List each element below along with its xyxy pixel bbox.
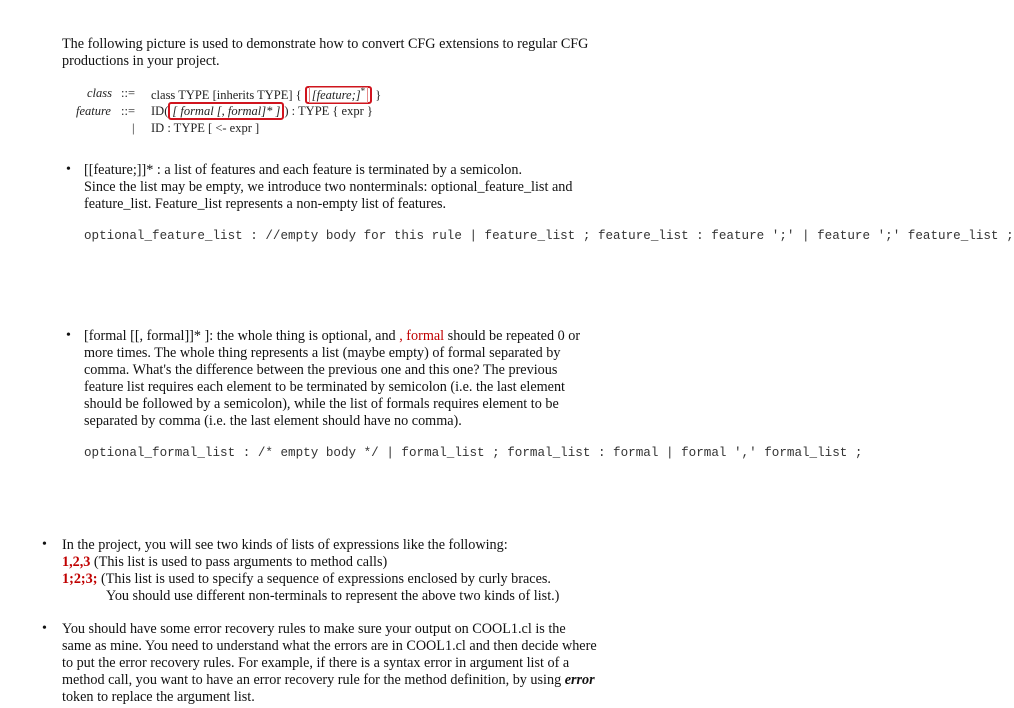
bullet-3-line-3 (62, 571, 551, 588)
class-feature-sup: * (360, 86, 366, 96)
bullet-4-line-2: same as mine. You need to understand what the errors are in COOL1.cl and then decide where (62, 638, 597, 654)
bullet-2-text-a: [formal [[, formal]]* ]: the whole thing is optional, and (84, 328, 400, 344)
bullet-2-line-5: should be followed by a semicolon), while the list of formals requires element to be (84, 396, 559, 412)
bullet-4-dot: • (42, 621, 47, 636)
bullet-2-text-b: should be repeated 0 or (444, 328, 581, 344)
bullet-2-line-1 (84, 328, 580, 345)
bullet-2-line-6: separated by comma (i.e. the last element should have no comma). (84, 413, 462, 429)
bullet-3-text-1: (This list is used to pass arguments to method calls) (90, 554, 388, 570)
feature-id: ID( (151, 104, 169, 118)
feature-rule (151, 104, 373, 119)
feature-sep: ::= (121, 104, 135, 118)
bullet-4-text: method call, you want to have an error recovery rule for the method definition, by using (62, 672, 565, 688)
bullet-2-line-2: more times. The whole thing represents a list (maybe empty) of formal separated by (84, 345, 561, 361)
bullet-2-red: , formal (399, 328, 445, 344)
bullet-4-line-3: to put the error recovery rules. For example, if there is a syntax error in argument list of a (62, 655, 570, 671)
bullet-2-line-4: feature list requires each element to be terminated by semicolon (i.e. the last element (84, 379, 566, 395)
class-feature-text: [feature;] (311, 88, 361, 103)
class-sep: ::= (121, 86, 135, 100)
bullet-1-dot: • (66, 162, 71, 177)
alt-bar: | (132, 121, 135, 135)
bullet-2-dot: • (66, 328, 71, 343)
code-2-line: formal_list : formal (507, 446, 659, 460)
code-1-line: | feature ';' feature_list (802, 229, 999, 243)
bullet-3-red-1: 1,2,3 (62, 554, 91, 570)
code-2-line: | formal ',' formal_list (665, 446, 848, 460)
code-2-line: ; (492, 446, 500, 460)
class-lhs: class (87, 86, 112, 100)
class-rule-prefix: class TYPE [inherits TYPE] { (151, 88, 302, 103)
intro-line-2: productions in your project. (62, 53, 220, 69)
bullet-4-error-keyword: error (564, 672, 595, 688)
code-1-line: ; (582, 229, 591, 243)
bullet-3-line-2 (62, 554, 387, 571)
feature-rule-suffix: ) : TYPE { expr } (284, 104, 373, 118)
intro-line-1: The following picture is used to demonstrate how to convert CFG extensions to regular CFG (62, 36, 589, 52)
bullet-3-line-1: In the project, you will see two kinds of lists of expressions like the following: (62, 537, 508, 553)
feature-lhs: feature (76, 104, 111, 118)
code-2-line: optional_formal_list : /* empty body */ (84, 446, 379, 460)
bullet-3-text-2: (This list is used to specify a sequence of expressions enclosed by curly braces. (97, 571, 551, 587)
code-block-1 (84, 229, 1014, 244)
bullet-4-line-4 (62, 672, 595, 689)
bullet-1-line-3: feature_list. Feature_list represents a non-empty list of features. (84, 196, 447, 212)
bullet-4-line-1: You should have some error recovery rules to make sure your output on COOL1.cl is the (62, 621, 566, 637)
bullet-4-line-5: token to replace the argument list. (62, 689, 255, 705)
code-1-line: ; (1006, 229, 1014, 243)
bullet-2-line-3: comma. What's the difference between the previous one and this one? The previous (84, 362, 558, 378)
class-rule-suffix: } (375, 88, 382, 103)
alt-rule: ID : TYPE [ <- expr ] (151, 121, 260, 135)
bullet-1-line-1: [[feature;]]* : a list of features and each feature is terminated by a semicolon. (84, 162, 523, 178)
code-1-line: feature_list : feature ';' (597, 229, 795, 243)
bullet-3-red-2: 1;2;3; (62, 571, 98, 587)
code-1-line: | feature_list (469, 229, 576, 243)
bullet-3-line-4: You should use different non-terminals to represent the above two kinds of list.) (106, 588, 560, 604)
bullet-1-line-2: Since the list may be empty, we introduce two nonterminals: optional_feature_list and (84, 179, 573, 195)
code-block-2 (84, 446, 862, 461)
code-1-line: optional_feature_list : //empty body for this rule (84, 229, 462, 243)
class-rule (151, 86, 381, 103)
bullet-3-dot: • (42, 537, 47, 552)
code-2-line: | formal_list (386, 446, 485, 460)
formal-box-text: [ formal [, formal]* ] (172, 104, 281, 118)
formal-box (168, 102, 284, 120)
class-feature-box (305, 86, 372, 104)
code-2-line: ; (854, 446, 863, 460)
